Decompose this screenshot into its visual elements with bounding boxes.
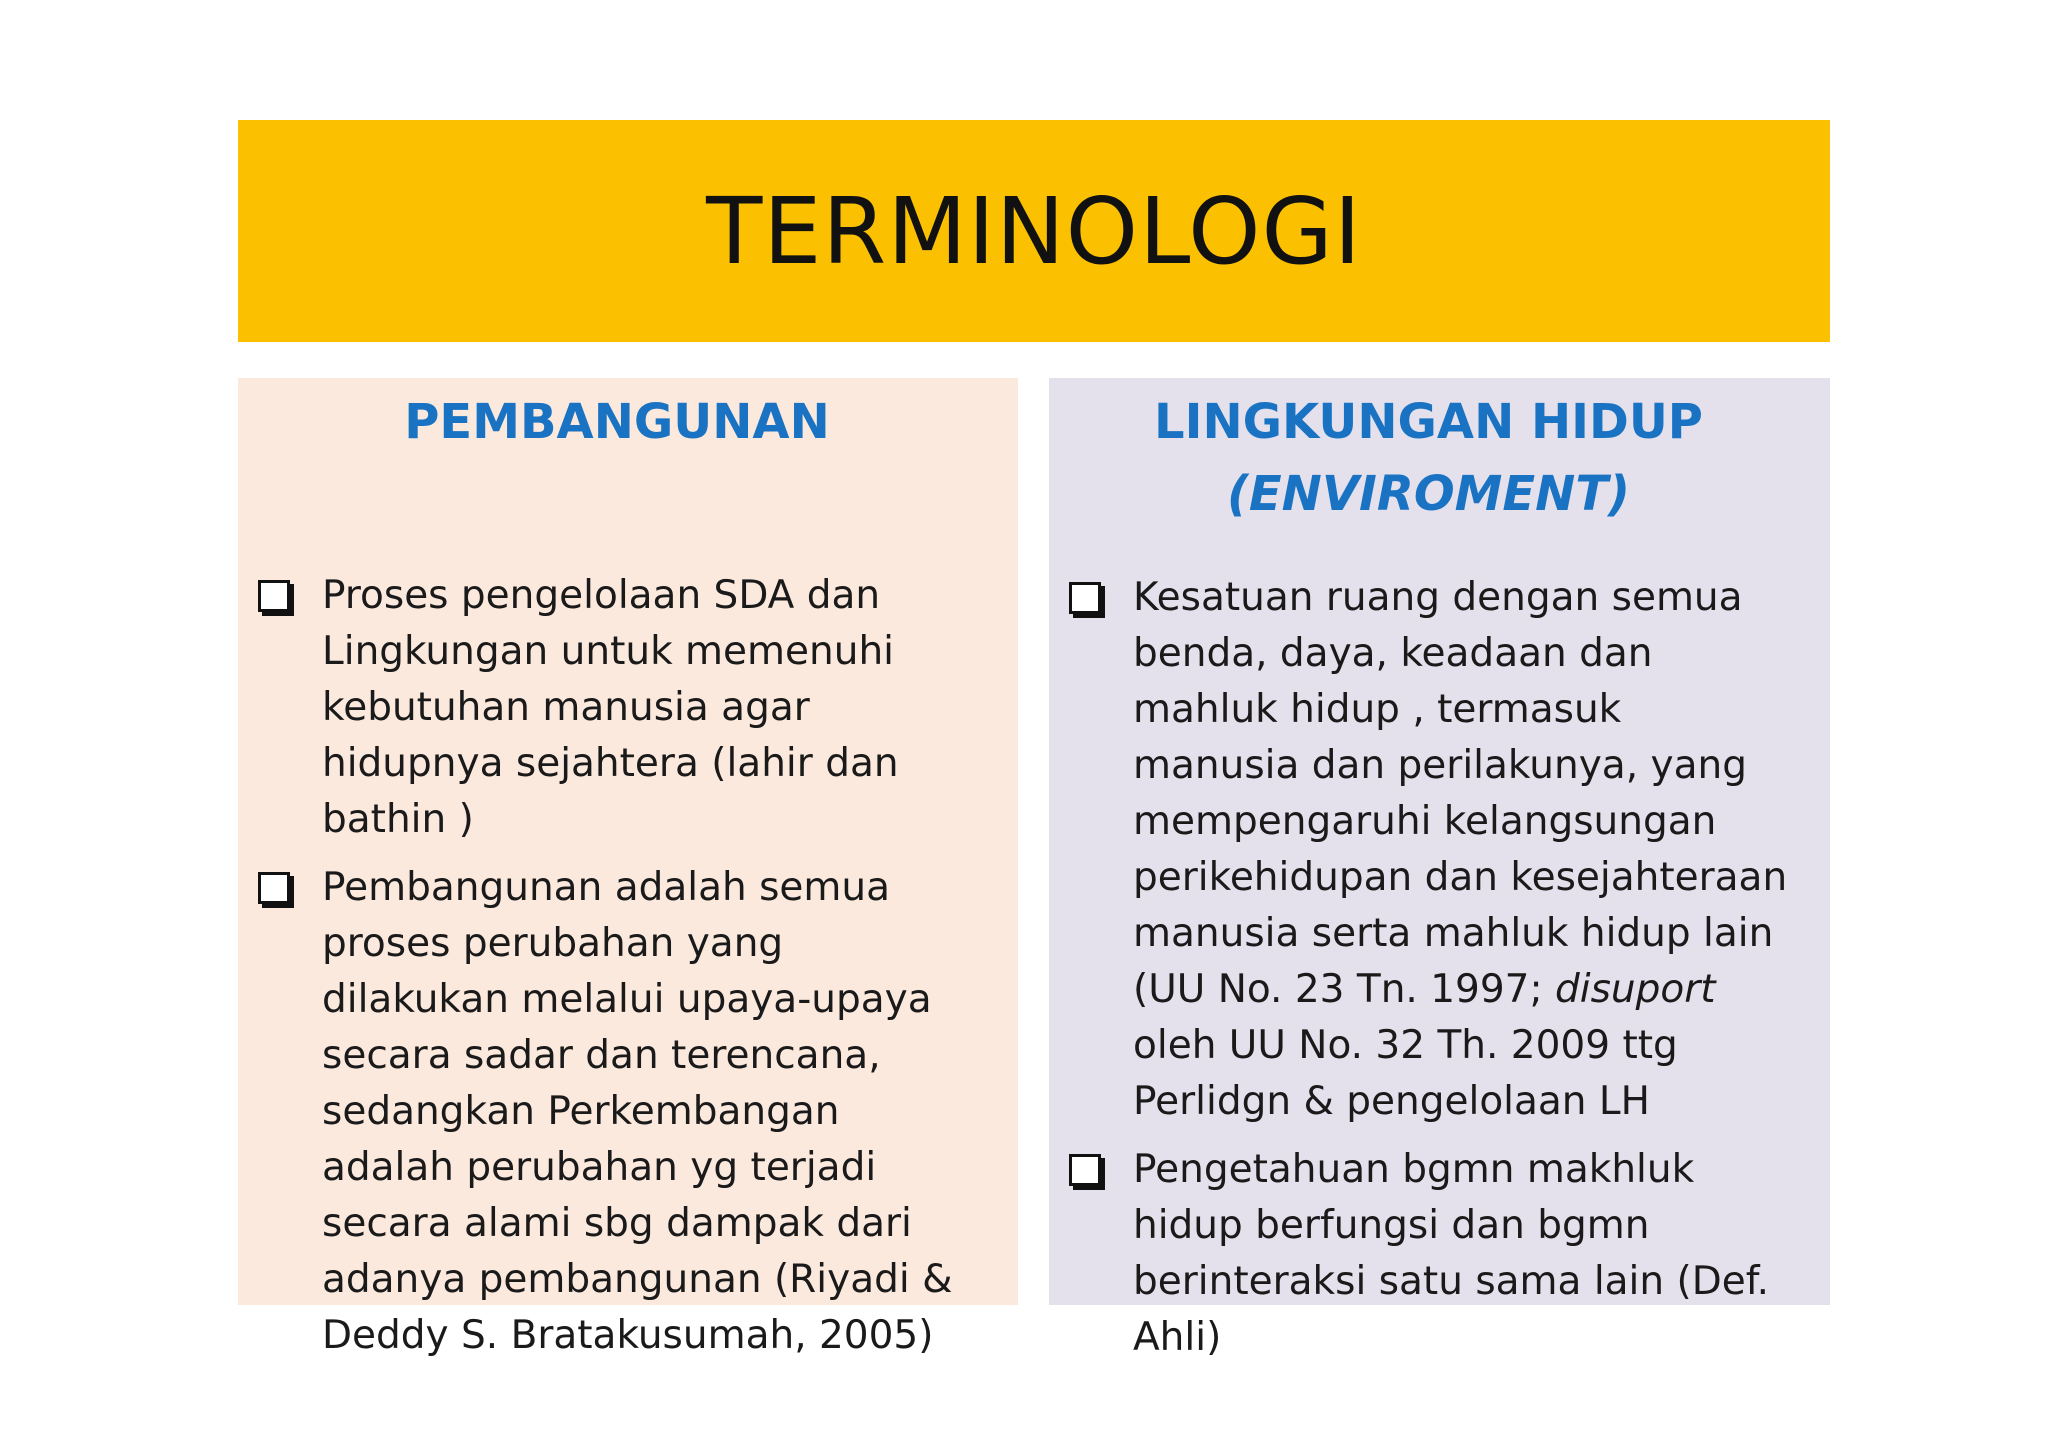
bullet-text: Pengetahuan bgmn makhluk hidup berfungsi dan bgmn berinteraksi satu sama lain (Def. Ahli): [1133, 1147, 1770, 1360]
checkbox-square-icon: [258, 872, 290, 904]
heading-text: PEMBANGUNAN: [404, 394, 830, 450]
title-banner: [238, 120, 1830, 342]
bullet-list: [256, 568, 978, 1364]
bullet-text: Pembangunan adalah semua proses perubahan yang dilakukan melalui upaya-upaya secara sadar dan terencana, sedangkan Perkembangan adalah perubahan yg terjadi secara alami sbg dampak dari adanya pembangunan (Riyadi & Deddy S. Bratakusumah, 2005): [322, 865, 953, 1358]
heading-text: LINGKUNGAN HIDUP: [1154, 394, 1703, 450]
bullet-text-part2: oleh UU No. 32 Th. 2009 ttg Perlidgn & pengelolaan LH: [1133, 1023, 1678, 1124]
checkbox-square-icon: [1069, 1154, 1101, 1186]
list-item: [256, 860, 978, 1364]
bullet-text: Proses pengelolaan SDA dan Lingkungan untuk memenuhi kebutuhan manusia agar hidupnya sejahtera (lahir dan bathin ): [322, 573, 899, 842]
panel-lingkungan-hidup: [1049, 378, 1830, 1360]
panel-heading-pembangunan: [256, 386, 978, 458]
heading-subtext: (ENVIROMENT): [1226, 466, 1631, 522]
bullet-list: [1067, 570, 1790, 1366]
checkbox-square-icon: [258, 580, 290, 612]
slide-title: TERMINOLOGI: [706, 177, 1362, 285]
bullet-text-italic: disuport: [1555, 967, 1716, 1012]
list-item: [1067, 570, 1790, 1130]
checkbox-square-icon: [1069, 582, 1101, 614]
list-item: [256, 568, 978, 848]
list-item: [1067, 1142, 1790, 1366]
bullet-text-part1: Kesatuan ruang dengan semua benda, daya, keadaan dan mahluk hidup , termasuk manusia dan perilakunya, yang mempengaruhi kelangsungan perikehidupan dan kesejahteraan manusia serta mahluk hidup lain (UU No. 23 Tn. 1997;: [1133, 575, 1788, 1012]
panel-heading-lingkungan: [1067, 386, 1790, 530]
panel-pembangunan: [238, 378, 1018, 1358]
